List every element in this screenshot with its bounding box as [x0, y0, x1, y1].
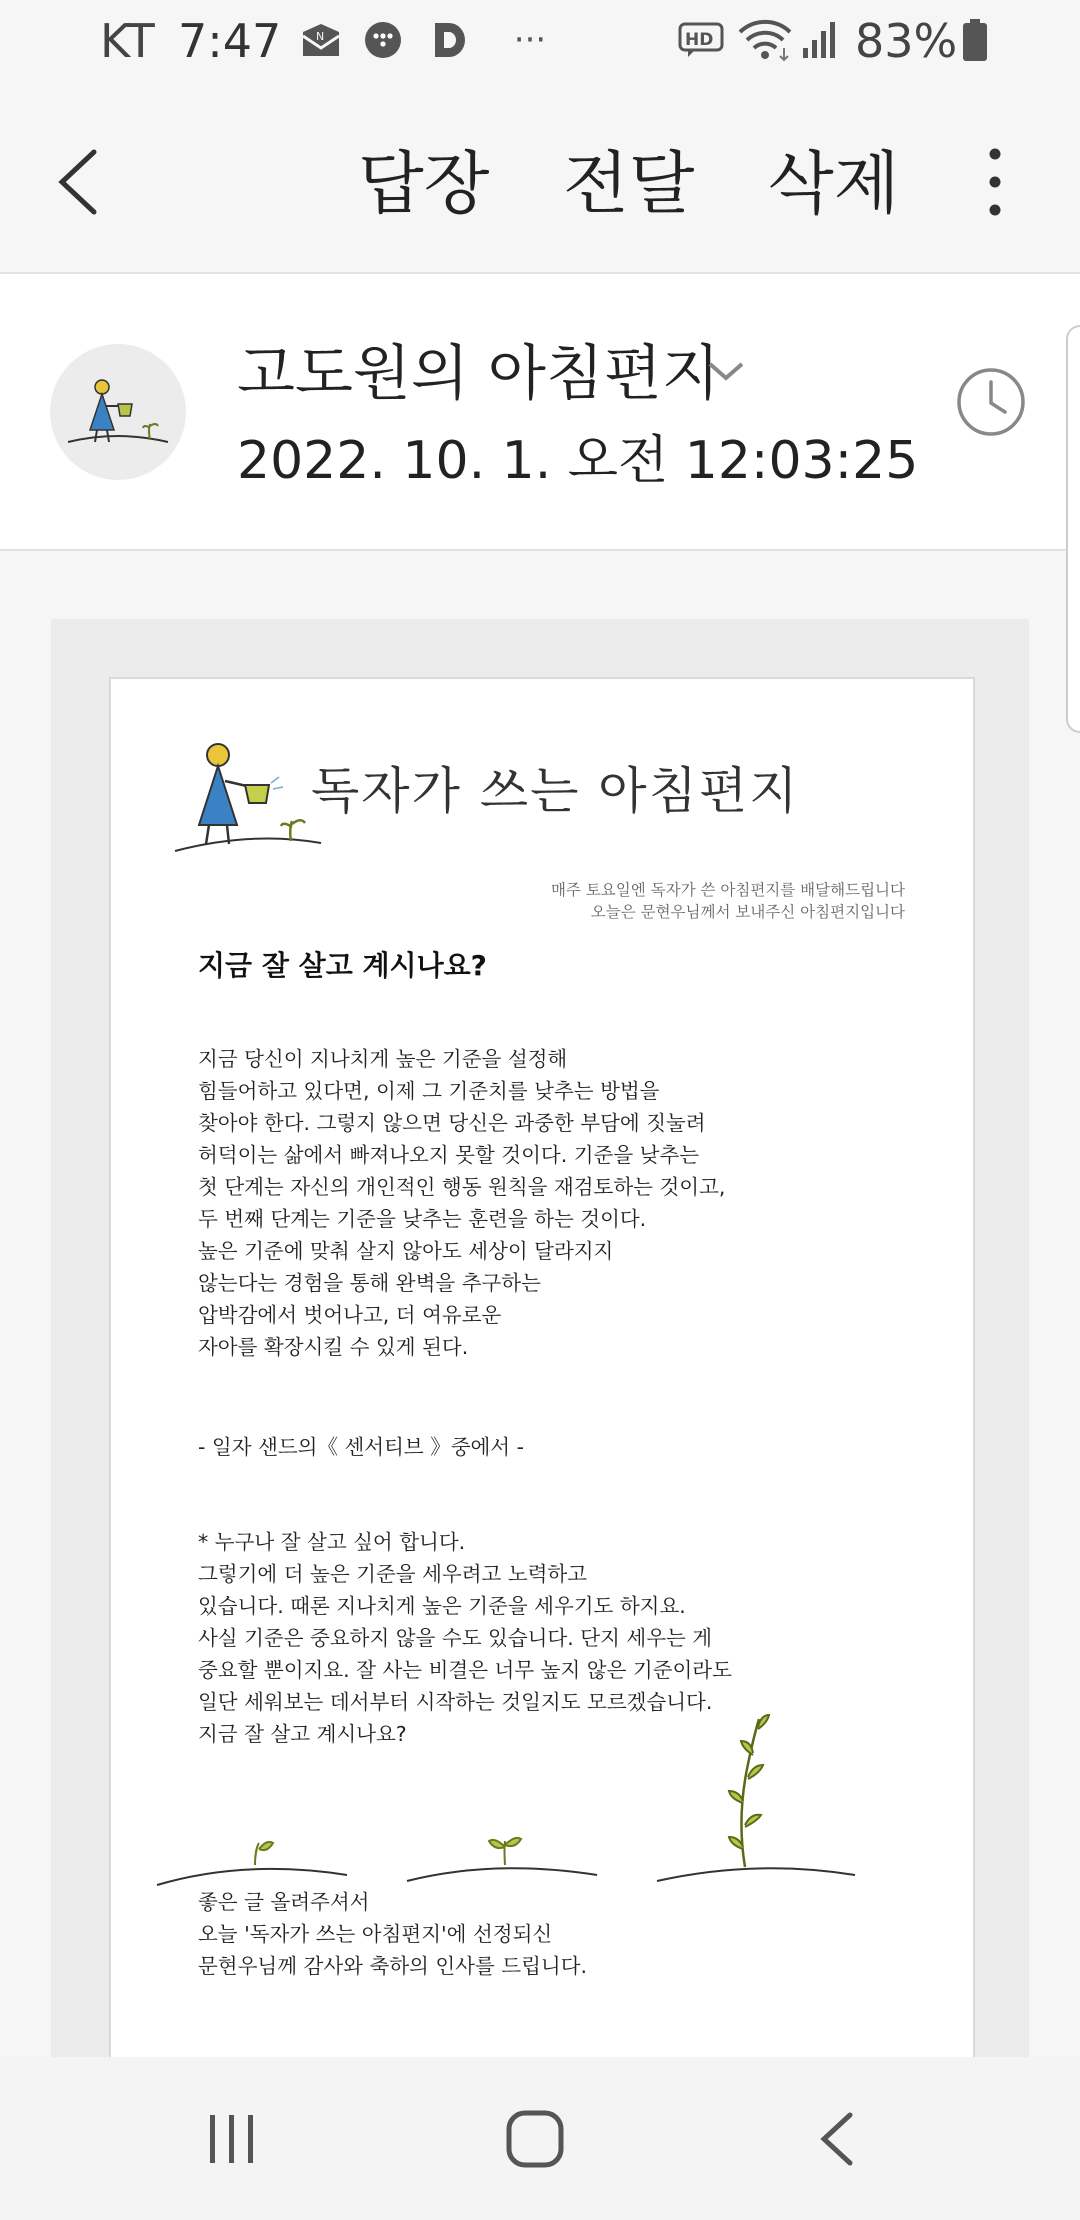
- more-options-button[interactable]: [975, 142, 1015, 222]
- more-notifications-icon: ···: [513, 20, 547, 60]
- wifi-icon: [735, 20, 795, 60]
- expand-recipients-button[interactable]: [704, 356, 748, 386]
- scroll-handle[interactable]: [1066, 325, 1080, 733]
- d-app-icon: [428, 20, 470, 60]
- hd-voice-icon: [678, 20, 724, 60]
- back-button[interactable]: [52, 142, 112, 222]
- carrier-label: KT: [100, 14, 155, 68]
- svg-text:N: N: [316, 30, 325, 43]
- mail-n-icon: [300, 20, 342, 60]
- letter-title: 지금 잘 살고 계시나요?: [198, 949, 487, 982]
- more-vertical-icon: [975, 142, 1015, 222]
- letter-body: 지금 당신이 지나치게 높은 기준을 설정해 힘들어하고 있다면, 이제 그 기준치를 낮추는 방법을 찾아야 한다. 그렇지 않으면 당신은 과중한 부담에 짓눌려 허덕이는 삶에서 빠져나오지 못할 것이다. 기준을 낮추는 첫 단계는 자신의 개인적인 행동 원칙을 재검토하는 것이고, 두 번째 단계는 기준을 낮추는 훈련을 하는 것이다. 높은 기준에 맞춰 살지 않아도 세상이 달라지지 않는다는 경험을 통해 완벽을 추구하는 압박감에서 벗어나고, 더 여유로운 자아를 확장시킬 수 있게 된다.: [198, 1047, 726, 1359]
- status-bar: [0, 0, 1080, 82]
- gardener-logo-icon: [50, 344, 186, 480]
- logo-title: 독자가 쓰는 아침편지: [311, 762, 800, 820]
- reply-button[interactable]: 답장: [358, 145, 490, 224]
- tmap-icon: [362, 20, 404, 60]
- clock-icon: [955, 366, 1027, 438]
- letter-thanks: 좋은 글 올려주셔서 오늘 '독자가 쓰는 아침편지'에 선정되신 문현우님께 감사와 축하의 인사를 드립니다.: [198, 1890, 588, 1978]
- system-nav-bar: [0, 2057, 1080, 2220]
- battery-icon: [960, 20, 990, 60]
- letter-source: - 일자 샌드의《 센서티브 》중에서 -: [198, 1435, 525, 1459]
- sprout-illustration-icon: [155, 1699, 935, 1899]
- sender-header: [0, 274, 1080, 551]
- mail-content: [109, 677, 975, 2081]
- chevron-left-icon: [52, 142, 112, 222]
- notice-line-2: 오늘은 문현우님께서 보내주신 아침편지입니다: [590, 903, 905, 921]
- letter-comment: * 누구나 잘 살고 싶어 합니다. 그렇기에 더 높은 기준을 세우려고 노력하고 있습니다. 때론 지나치게 높은 기준을 세우기도 하지요. 사실 기준은 중요하지 않을 수도 있습니다. 단지 세우는 게 중요할 뿐이지요. 잘 사는 비결은 너무 높지 않은 기준이라도 일단 세워보는 데서부터 시작하는 것일지도 모르겠습니다. 지금 잘 살고 계시나요?: [198, 1530, 732, 1746]
- sender-name[interactable]: 고도원의 아침편지: [237, 339, 720, 409]
- delete-button[interactable]: 삭제: [768, 145, 900, 224]
- mail-toolbar: [0, 82, 1080, 274]
- delivery-notice: [551, 879, 905, 923]
- notice-line-1: 매주 토요일엔 독자가 쓴 아침편지를 배달해드립니다: [550, 881, 905, 899]
- chevron-down-icon: [704, 356, 748, 386]
- reminder-button[interactable]: [955, 366, 1027, 438]
- forward-button[interactable]: 전달: [563, 145, 695, 224]
- battery-percent: 83%: [855, 14, 958, 68]
- home-icon[interactable]: [503, 2107, 567, 2171]
- avatar[interactable]: [50, 344, 186, 480]
- back-nav-icon[interactable]: [812, 2107, 862, 2171]
- signal-icon: [800, 20, 840, 60]
- svg-text:HD: HD: [685, 30, 714, 50]
- clock-time: 7:47: [178, 14, 282, 68]
- received-date: 2022. 10. 1. 오전 12:03:25: [237, 431, 919, 491]
- recent-apps-icon[interactable]: [204, 2107, 260, 2171]
